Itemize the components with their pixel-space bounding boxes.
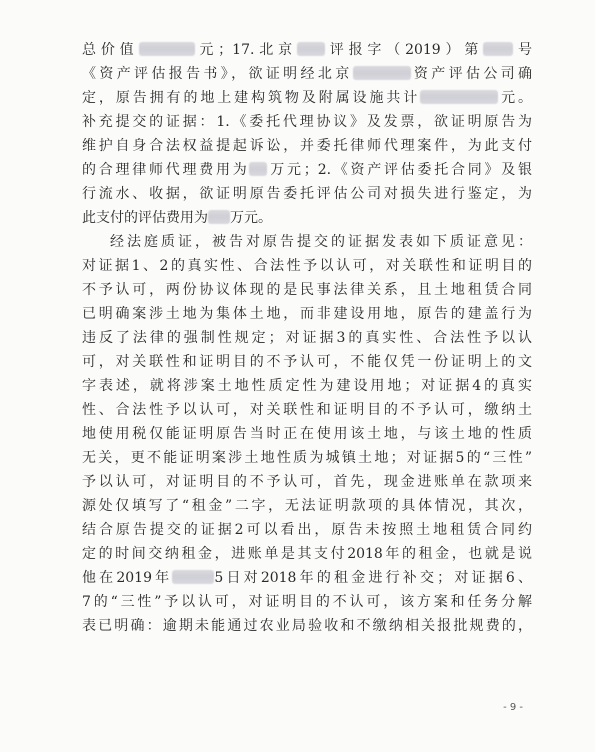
- text-line: [82, 254, 532, 278]
- page-number: - 9 -: [503, 702, 523, 713]
- text-segment: 地使用税仅能证明原告当时正在使用该土地，与该土地的性质: [82, 426, 532, 442]
- text-segment: 可，对关联性和证明目的不予认可，不能仅凭一份证明上的文: [82, 354, 532, 370]
- text-segment: 表已明确：逾期未能通过农业局验收和不缴纳相关报批规费的，: [82, 618, 532, 634]
- text-line: [82, 38, 532, 62]
- text-segment: 性、合法性予以认可，对关联性和证明目的不予认可，缴纳土: [82, 402, 532, 418]
- text-line: [82, 134, 532, 158]
- text-segment: 经法庭质证，被告对原告提交的证据发表如下质证意见：: [110, 234, 532, 250]
- text-segment: 万元。: [230, 210, 272, 226]
- text-line: [82, 62, 532, 86]
- text-line: [82, 230, 532, 254]
- text-segment: 元；17.北京: [194, 42, 297, 58]
- text-line: [82, 110, 532, 134]
- text-segment: 已明确案涉土地为集体土地，而非建设用地，原告的建盖行为: [82, 306, 532, 322]
- text-segment: 此支付的评估费用为: [82, 210, 208, 226]
- text-segment: 违反了法律的强制性规定；对证据3的真实性、合法性予以认: [82, 330, 532, 346]
- redaction-block: [297, 42, 325, 56]
- text-segment: 评报字（2019）第: [324, 42, 484, 58]
- text-segment: 结合原告提交的证据2可以看出，原告未按照土地租赁合同约: [82, 522, 532, 538]
- text-segment: 号: [513, 42, 532, 58]
- redaction-block: [139, 42, 195, 56]
- text-line: [82, 374, 532, 398]
- text-line: [82, 614, 532, 638]
- text-segment: 资产评估公司确: [410, 66, 532, 82]
- text-line: [82, 326, 532, 350]
- redaction-block: [172, 570, 214, 584]
- text-segment: 对证据1、2的真实性、合法性予以认可，对关联性和证明目的: [82, 258, 532, 274]
- text-segment: 行流水、收据，欲证明原告委托评估公司对损失进行鉴定，为: [82, 186, 532, 202]
- redaction-block: [208, 210, 230, 224]
- text-line: [82, 398, 532, 422]
- text-segment: 7的“三性”予以认可，对证明目的不认可，该方案和任务分解: [82, 594, 532, 610]
- text-line: [82, 302, 532, 326]
- text-segment: 字表述，就将涉案土地性质定性为建设用地；对证据4的真实: [82, 378, 532, 394]
- text-line: [82, 422, 532, 446]
- text-line: [82, 518, 532, 542]
- text-segment: 不予认可，两份协议体现的是民事法律关系，且土地租赁合同: [82, 282, 532, 298]
- text-line: [82, 494, 532, 518]
- text-segment: 源处仅填写了“租金”二字，无法证明款项的具体情况，其次，: [82, 498, 532, 514]
- redaction-block: [420, 90, 498, 104]
- text-line: [82, 86, 532, 110]
- redaction-block: [353, 66, 411, 80]
- document-body: [82, 38, 532, 638]
- text-line: [82, 158, 532, 182]
- redaction-block: [249, 162, 267, 176]
- text-segment: 维护自身合法权益提起诉讼，并委托律师代理案件，为此支付: [82, 138, 532, 154]
- text-line: [82, 446, 532, 470]
- text-segment: 的合理律师代理费用为: [82, 162, 250, 178]
- redaction-block: [483, 42, 513, 56]
- text-line: [82, 206, 532, 230]
- text-segment: 补充提交的证据：1.《委托代理协议》及发票，欲证明原告为: [82, 114, 532, 130]
- text-segment: 万元；2.《资产评估委托合同》及银: [267, 162, 532, 178]
- text-line: [82, 278, 532, 302]
- text-segment: 5日对2018年的租金进行补交；对证据6、: [214, 570, 532, 586]
- text-segment: 定，原告拥有的地上建构筑物及附属设施共计: [82, 90, 421, 106]
- text-segment: 无关，更不能证明案涉土地性质为城镇土地；对证据5的“三性”: [82, 450, 532, 466]
- text-segment: 《资产评估报告书》，欲证明经北京: [82, 66, 353, 82]
- text-line: [82, 350, 532, 374]
- text-segment: 定的时间交纳租金，进账单是其支付2018年的租金，也就是说: [82, 546, 532, 562]
- text-line: [82, 542, 532, 566]
- text-line: [82, 566, 532, 590]
- text-segment: 总价值: [82, 42, 139, 58]
- text-line: [82, 182, 532, 206]
- text-line: [82, 590, 532, 614]
- text-segment: 他在2019年: [82, 570, 173, 586]
- text-segment: 予以认可，对证明目的不予认可，首先，现金进账单在款项来: [82, 474, 532, 490]
- text-line: [82, 470, 532, 494]
- text-segment: 元。: [498, 90, 532, 106]
